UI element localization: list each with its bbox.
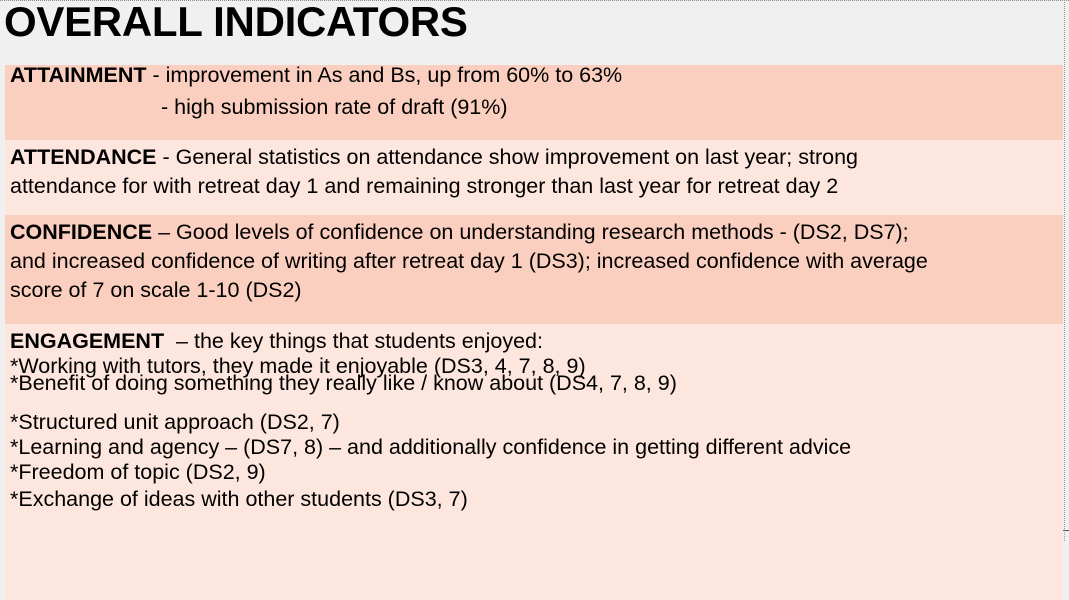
engagement-item: *Learning and agency – (DS7, 8) – and additionally confidence in getting different advice — [10, 435, 852, 459]
confidence-row — [5, 215, 1063, 324]
engagement-row — [5, 324, 1063, 600]
attainment-text-1: - improvement in As and Bs, up from 60% to 63% — [146, 63, 623, 87]
engagement-item: *Structured unit approach (DS2, 7) — [10, 410, 340, 434]
engagement-label: ENGAGEMENT — [10, 329, 165, 353]
engagement-item: *Working with tutors, they made it enjoyable (DS3, 4, 7, 8, 9) — [10, 354, 586, 378]
attainment-label: ATTAINMENT — [10, 63, 147, 87]
page-title: OVERALL INDICATORS — [4, 0, 468, 45]
confidence-text-1: – Good levels of confidence on understanding research methods - (DS2, DS7); — [152, 220, 909, 244]
confidence-text-3: score of 7 on scale 1-10 (DS2) — [10, 278, 302, 302]
attainment-row — [5, 65, 1063, 140]
attendance-row — [5, 140, 1063, 215]
engagement-item: *Freedom of topic (DS2, 9) — [10, 460, 266, 484]
attendance-text-2: attendance for with retreat day 1 and remaining stronger than last year for retreat day 2 — [10, 174, 839, 198]
attendance-label: ATTENDANCE — [10, 145, 157, 169]
confidence-text-2: and increased confidence of writing after retreat day 1 (DS3); increased confidence with average — [10, 249, 928, 273]
page-right-border — [1064, 0, 1065, 541]
engagement-intro: – the key things that students enjoyed: — [164, 329, 543, 353]
confidence-label: CONFIDENCE — [10, 220, 153, 244]
attainment-text-2: - high submission rate of draft (91%) — [161, 95, 508, 119]
confidence-line-1 — [10, 218, 909, 247]
attainment-line-1 — [10, 61, 622, 90]
attendance-text-1: - General statistics on attendance show improvement on last year; strong — [156, 145, 858, 169]
engagement-item: *Exchange of ideas with other students (DS3, 7) — [10, 487, 468, 511]
attendance-line-1 — [10, 143, 858, 172]
engagement-item: *Benefit of doing something they really like / know about (DS4, 7, 8, 9) — [10, 371, 677, 395]
